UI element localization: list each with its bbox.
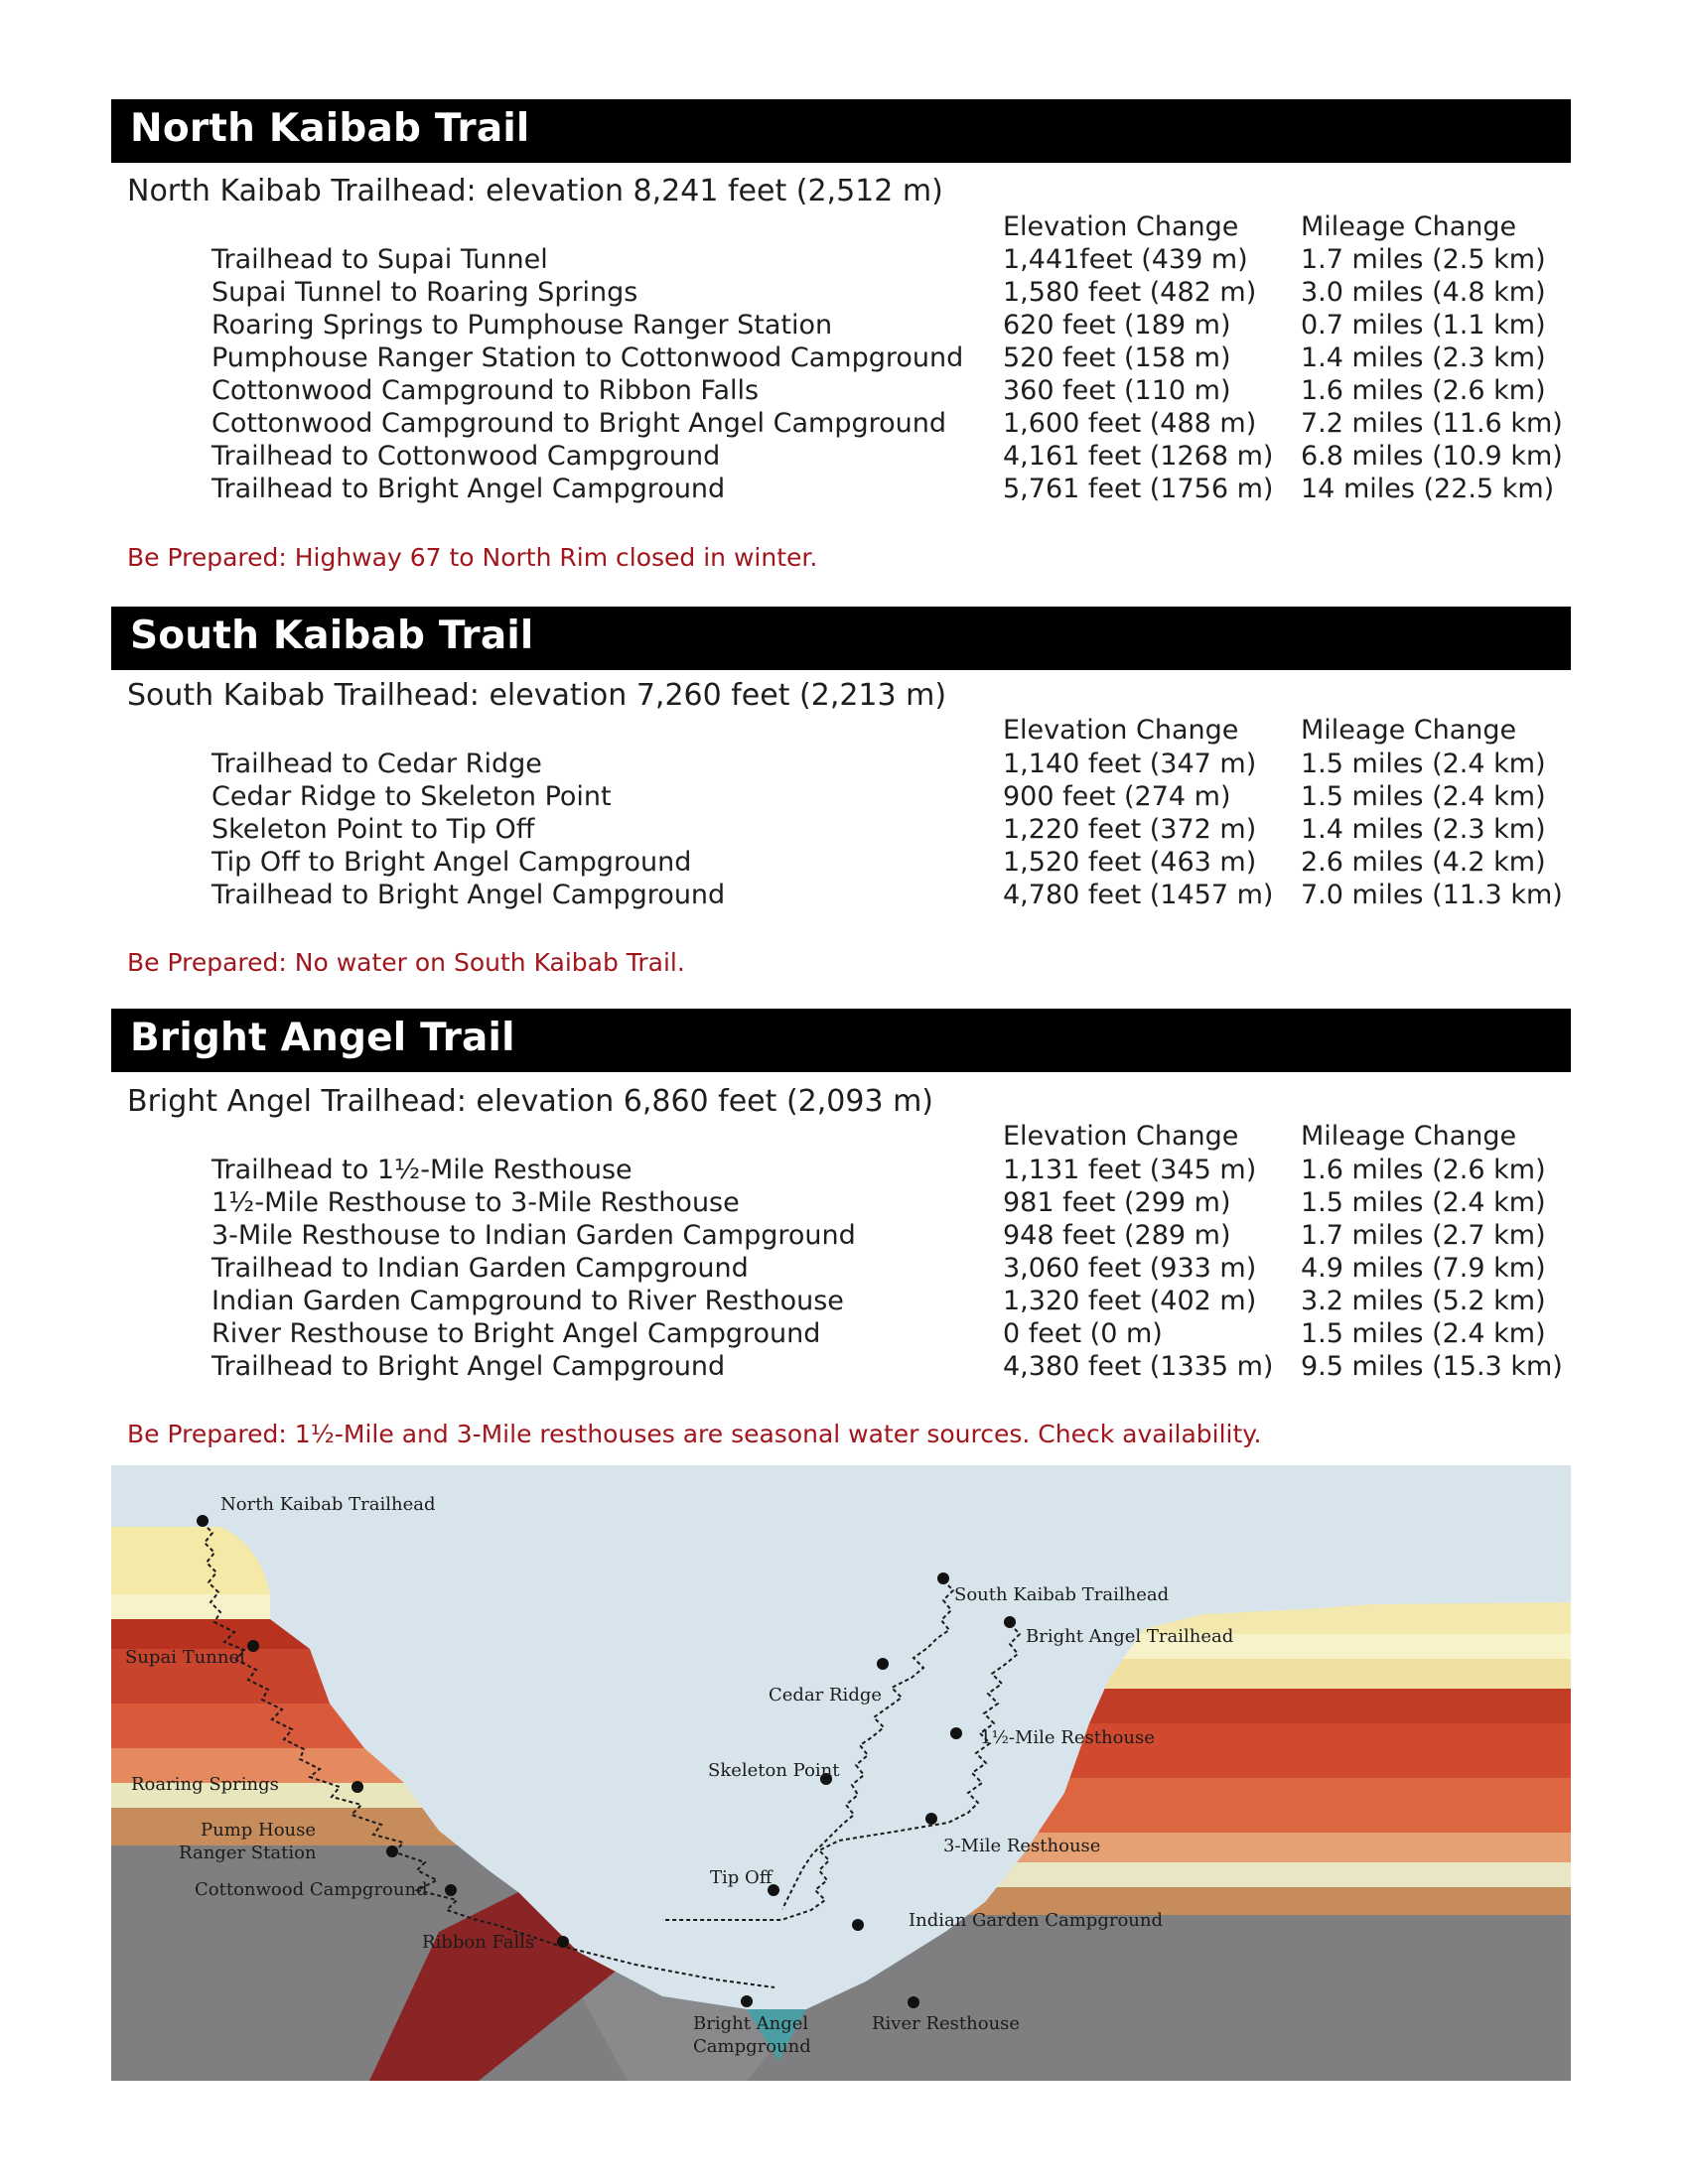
- column-header-mileage: Mileage Change: [1301, 211, 1517, 242]
- table-row: [0, 1318, 1688, 1351]
- segment: 1½-Mile Resthouse to 3-Mile Resthouse: [211, 1187, 740, 1218]
- label-cedar-ridge: Cedar Ridge: [769, 1685, 883, 1706]
- label-river-resthouse: River Resthouse: [872, 2013, 1021, 2034]
- elevation-change: 3,060 feet (933 m): [1003, 1253, 1257, 1284]
- point-cottonwood: [445, 1884, 457, 1896]
- trailhead-elevation: North Kaibab Trailhead: elevation 8,241 feet (2,512 m): [127, 174, 943, 208]
- point-three-mile-resthouse: [925, 1813, 937, 1825]
- column-header-elevation: Elevation Change: [1003, 715, 1239, 746]
- mileage-change: 2.6 miles (4.2 km): [1301, 847, 1546, 878]
- point-north-kaibab-trailhead: [197, 1515, 209, 1527]
- table-row: [0, 847, 1688, 880]
- segment: Roaring Springs to Pumphouse Ranger Station: [211, 310, 833, 341]
- canyon-cross-section-diagram: [111, 1465, 1571, 2081]
- section-title: South Kaibab Trail: [130, 614, 534, 658]
- mileage-change: 6.8 miles (10.9 km): [1301, 441, 1563, 472]
- mileage-change: 1.5 miles (2.4 km): [1301, 749, 1546, 779]
- segment: Trailhead to Supai Tunnel: [211, 244, 548, 275]
- elevation-change: 1,580 feet (482 m): [1003, 277, 1257, 308]
- label-ribbon-falls: Ribbon Falls: [422, 1932, 535, 1953]
- label-roaring-springs: Roaring Springs: [131, 1774, 279, 1795]
- mileage-change: 3.0 miles (4.8 km): [1301, 277, 1546, 308]
- point-south-kaibab-trailhead: [937, 1572, 949, 1584]
- segment: Trailhead to Bright Angel Campground: [211, 474, 726, 504]
- trailhead-elevation: Bright Angel Trailhead: elevation 6,860 feet (2,093 m): [127, 1084, 933, 1119]
- mileage-change: 1.5 miles (2.4 km): [1301, 781, 1546, 812]
- table-row: [0, 1155, 1688, 1187]
- table-row: [0, 408, 1688, 441]
- point-supai-tunnel: [247, 1640, 259, 1652]
- section-title: Bright Angel Trail: [130, 1016, 515, 1060]
- table-row: [0, 342, 1688, 375]
- section-header-south-kaibab: [111, 607, 1571, 670]
- elevation-change: 360 feet (110 m): [1003, 375, 1231, 406]
- mileage-change: 9.5 miles (15.3 km): [1301, 1351, 1563, 1382]
- warning-north-kaibab: Be Prepared: Highway 67 to North Rim closed in winter.: [127, 543, 818, 572]
- segment: Trailhead to Cedar Ridge: [211, 749, 542, 779]
- trailhead-elevation: South Kaibab Trailhead: elevation 7,260 feet (2,213 m): [127, 678, 947, 713]
- mileage-change: 1.4 miles (2.3 km): [1301, 342, 1546, 373]
- table-row: [0, 749, 1688, 781]
- table-row: [0, 375, 1688, 408]
- warning-bright-angel: Be Prepared: 1½-Mile and 3-Mile resthouses are seasonal water sources. Check availability.: [127, 1420, 1262, 1448]
- label-south-kaibab-trailhead: South Kaibab Trailhead: [954, 1584, 1170, 1605]
- label-indian-garden-campground: Indian Garden Campground: [909, 1910, 1163, 1931]
- table-row: [0, 1187, 1688, 1220]
- table-row: [0, 1220, 1688, 1253]
- section-header-bright-angel: [111, 1009, 1571, 1072]
- column-header-mileage: Mileage Change: [1301, 715, 1517, 746]
- segment: Pumphouse Ranger Station to Cottonwood Campground: [211, 342, 964, 373]
- point-ribbon-falls: [557, 1936, 569, 1948]
- point-pump-house: [386, 1845, 398, 1857]
- mileage-change: 1.7 miles (2.7 km): [1301, 1220, 1546, 1251]
- section-title: North Kaibab Trail: [130, 106, 530, 151]
- point-roaring-springs: [352, 1781, 363, 1793]
- table-row: [0, 1286, 1688, 1318]
- elevation-change: 5,761 feet (1756 m): [1003, 474, 1274, 504]
- segment: Cedar Ridge to Skeleton Point: [211, 781, 612, 812]
- label-bright-angel-campground-1: Bright Angel: [693, 2013, 809, 2034]
- mileage-change: 1.6 miles (2.6 km): [1301, 375, 1546, 406]
- elevation-change: 1,600 feet (488 m): [1003, 408, 1257, 439]
- table-row: [0, 880, 1688, 912]
- label-skeleton-point: Skeleton Point: [708, 1760, 840, 1781]
- elevation-change: 4,780 feet (1457 m): [1003, 880, 1274, 910]
- elevation-change: 1,520 feet (463 m): [1003, 847, 1257, 878]
- column-header-mileage: Mileage Change: [1301, 1121, 1517, 1152]
- mileage-change: 1.5 miles (2.4 km): [1301, 1187, 1546, 1218]
- table-row: [0, 1351, 1688, 1384]
- canyon-diagram-svg: [111, 1465, 1571, 2081]
- label-one-half-mile-resthouse: 1½-Mile Resthouse: [980, 1727, 1155, 1748]
- elevation-change: 900 feet (274 m): [1003, 781, 1231, 812]
- table-row: [0, 781, 1688, 814]
- elevation-change: 981 feet (299 m): [1003, 1187, 1231, 1218]
- segment: Cottonwood Campground to Ribbon Falls: [211, 375, 760, 406]
- label-three-mile-resthouse: 3-Mile Resthouse: [943, 1836, 1101, 1856]
- table-row: [0, 474, 1688, 506]
- label-supai-tunnel: Supai Tunnel: [125, 1647, 245, 1668]
- segment: Cottonwood Campground to Bright Angel Campground: [211, 408, 946, 439]
- elevation-change: 0 feet (0 m): [1003, 1318, 1163, 1349]
- point-one-half-mile-resthouse: [950, 1727, 962, 1739]
- table-row: [0, 310, 1688, 342]
- elevation-change: 620 feet (189 m): [1003, 310, 1231, 341]
- table-row: [0, 1253, 1688, 1286]
- mileage-change: 1.5 miles (2.4 km): [1301, 1318, 1546, 1349]
- elevation-change: 4,161 feet (1268 m): [1003, 441, 1274, 472]
- table-row: [0, 814, 1688, 847]
- elevation-change: 1,320 feet (402 m): [1003, 1286, 1257, 1316]
- column-header-elevation: Elevation Change: [1003, 1121, 1239, 1152]
- segment: Trailhead to Bright Angel Campground: [211, 1351, 726, 1382]
- segment: River Resthouse to Bright Angel Campground: [211, 1318, 821, 1349]
- table-row: [0, 441, 1688, 474]
- mileage-change: 1.7 miles (2.5 km): [1301, 244, 1546, 275]
- label-bright-angel-campground-2: Campground: [693, 2036, 811, 2057]
- segment: Supai Tunnel to Roaring Springs: [211, 277, 638, 308]
- mileage-change: 3.2 miles (5.2 km): [1301, 1286, 1546, 1316]
- label-ranger-station: Ranger Station: [179, 1843, 317, 1863]
- label-bright-angel-trailhead: Bright Angel Trailhead: [1026, 1626, 1234, 1647]
- column-header-elevation: Elevation Change: [1003, 211, 1239, 242]
- elevation-change: 948 feet (289 m): [1003, 1220, 1231, 1251]
- point-bright-angel-trailhead: [1004, 1616, 1016, 1628]
- point-river-resthouse: [908, 1996, 919, 2008]
- label-tip-off: Tip Off: [710, 1867, 773, 1888]
- mileage-change: 1.4 miles (2.3 km): [1301, 814, 1546, 845]
- elevation-change: 4,380 feet (1335 m): [1003, 1351, 1274, 1382]
- segment: Indian Garden Campground to River Resthouse: [211, 1286, 844, 1316]
- segment: Trailhead to 1½-Mile Resthouse: [211, 1155, 633, 1185]
- point-indian-garden: [852, 1919, 864, 1931]
- table-row: [0, 277, 1688, 310]
- mileage-change: 4.9 miles (7.9 km): [1301, 1253, 1546, 1284]
- segment: 3-Mile Resthouse to Indian Garden Campground: [211, 1220, 856, 1251]
- elevation-change: 1,220 feet (372 m): [1003, 814, 1257, 845]
- mileage-change: 7.2 miles (11.6 km): [1301, 408, 1563, 439]
- elevation-change: 520 feet (158 m): [1003, 342, 1231, 373]
- label-cottonwood-campground: Cottonwood Campground: [195, 1879, 428, 1900]
- label-pump-house: Pump House: [201, 1820, 317, 1841]
- mileage-change: 0.7 miles (1.1 km): [1301, 310, 1546, 341]
- segment: Tip Off to Bright Angel Campground: [211, 847, 692, 878]
- warning-south-kaibab: Be Prepared: No water on South Kaibab Trail.: [127, 948, 685, 977]
- elevation-change: 1,140 feet (347 m): [1003, 749, 1257, 779]
- point-cedar-ridge: [877, 1658, 889, 1670]
- table-row: [0, 244, 1688, 277]
- segment: Trailhead to Indian Garden Campground: [211, 1253, 749, 1284]
- segment: Skeleton Point to Tip Off: [211, 814, 535, 845]
- point-bright-angel-campground: [741, 1995, 753, 2007]
- elevation-change: 1,441feet (439 m): [1003, 244, 1248, 275]
- section-header-north-kaibab: [111, 99, 1571, 163]
- mileage-change: 1.6 miles (2.6 km): [1301, 1155, 1546, 1185]
- label-north-kaibab-trailhead: North Kaibab Trailhead: [220, 1494, 436, 1515]
- elevation-change: 1,131 feet (345 m): [1003, 1155, 1257, 1185]
- segment: Trailhead to Cottonwood Campground: [211, 441, 721, 472]
- segment: Trailhead to Bright Angel Campground: [211, 880, 726, 910]
- mileage-change: 14 miles (22.5 km): [1301, 474, 1555, 504]
- mileage-change: 7.0 miles (11.3 km): [1301, 880, 1563, 910]
